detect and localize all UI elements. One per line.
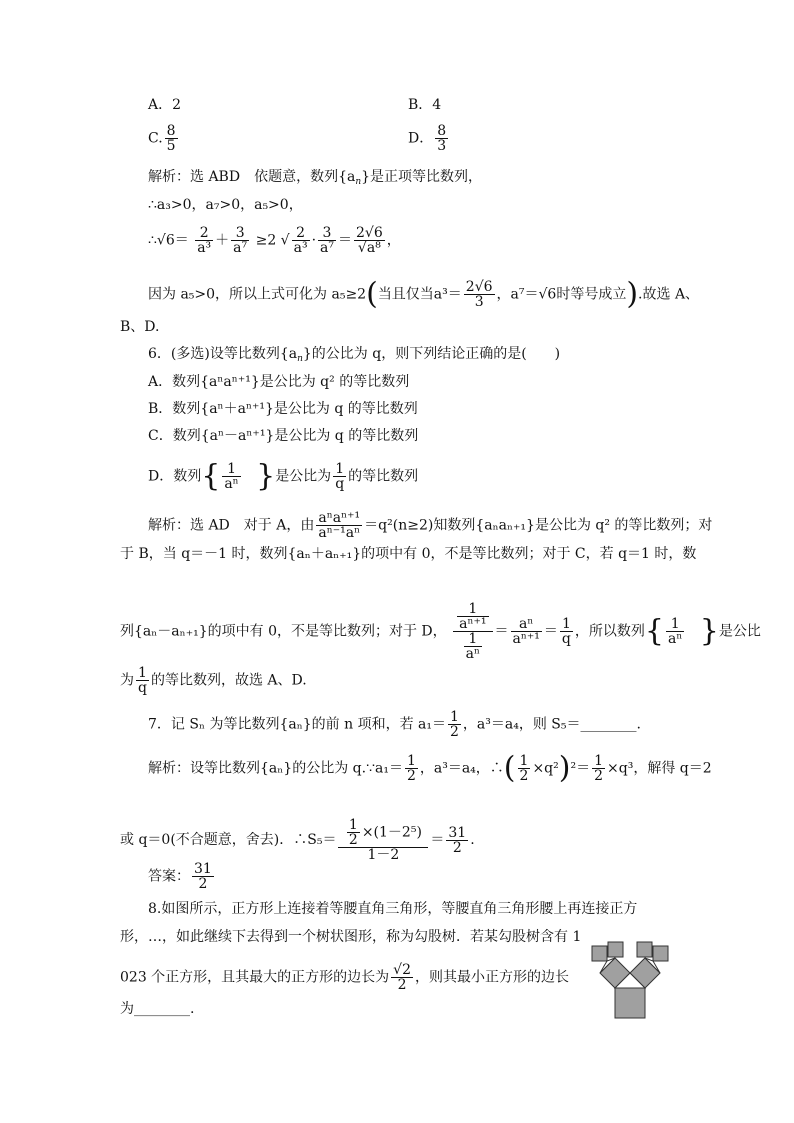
q5-option-c: C. $\frac{8}{5}$: [148, 123, 176, 154]
q6-stem: 6．(多选)设等比数列$\{a_n\}$的公比为 q，则下列结论正确的是( ): [148, 346, 561, 364]
q7-answer: 答案： $\frac{31}{2}$: [148, 861, 212, 892]
q8-line1: 8.如图所示，正方形上连接着等腰直角三角形，等腰直角三角形腰上再连接正方: [148, 901, 638, 917]
tree-square-small-3: [637, 942, 652, 957]
tree-square-small-4: [653, 946, 668, 961]
tree-square-small-2: [608, 942, 623, 957]
tree-square-large: [615, 988, 645, 1018]
q5-solution-line1: 解析：选 ABD 依题意，数列$\{a_n\}$是正项等比数列，: [148, 169, 483, 187]
tree-square-small-1: [592, 946, 607, 961]
q6-option-b: B．数列{aⁿ＋aⁿ⁺¹}是公比为 q 的等比数列: [148, 401, 418, 417]
q5-solution-line3: ∴√6＝ $\frac{2}{\text{a³}}$ ＋ $\frac{3}{\text{a⁷}}$ ≥2 √ $\frac{2}{\text{a³}}$ · $\frac{3}{\text{a⁷}}$ ＝ $\frac{2√6}{\text{√a⁸}}$ ，: [148, 225, 401, 256]
q7-solution-line2: 或 q＝0(不合题意，舍去)．∴S₅＝ $\frac{1}{2}$ ×(1－2⁵) 1－2 ＝ $\frac{31}{2}$ .: [120, 817, 475, 863]
q8-line4: 为________.: [120, 1001, 195, 1017]
q5-solution-line4: 因为 a₅>0，所以上式可化为 a₅≥2(当且仅当a³＝ $\frac{2√6}{3}$ ，a⁷＝√6时等号成立).故选 A、: [148, 276, 700, 312]
q6-solution-line1: 解析：选 AD 对于 A，由 $\frac{\text{aⁿaⁿ⁺¹}}{\text{aⁿ⁻¹aⁿ}}$ ＝q²(n≥2)知数列{aₙaₙ₊₁}是公比为 q² 的等比数列；对: [148, 510, 713, 541]
q5-solution-line5: B、D.: [120, 319, 160, 335]
q6-option-c: C．数列{aⁿ－aⁿ⁺¹}是公比为 q 的等比数列: [148, 428, 419, 444]
q6-option-a: A．数列{aⁿaⁿ⁺¹}是公比为 q² 的等比数列: [148, 374, 410, 390]
q6-solution-line3: 列{aₙ－aₙ₊₁}的项中有 0，不是等比数列；对于 D， $\frac{\frac{1}{\text{aⁿ⁺¹}}}{\frac{1}{\text{aⁿ}}}$ ＝ $\frac{\text{aⁿ}}{\text{aⁿ⁺¹}}$ ＝ $\frac{1}{q}$ ，所以数列{ $\frac{1}{\text{aⁿ}}$ }是公比: [120, 601, 761, 662]
q8-line3: 023 个正方形，且其最大的正方形的边长为 $\frac{√2}{2}$ ，则其最小正方形的边长: [120, 962, 569, 993]
q5-option-b: B．4: [408, 97, 442, 113]
q6-option-d: D．数列{ $\frac{1}{\text{aⁿ}}$ }是公比为 $\frac{1}{q}$ 的等比数列: [148, 458, 419, 494]
q5-option-d: D． $\frac{8}{3}$: [408, 123, 447, 154]
q7-stem: 7．记 Sₙ 为等比数列{aₙ}的前 n 项和，若 a₁＝ $\frac{1}{2}$ ，a³＝a₄，则 S₅＝________.: [148, 709, 641, 740]
q5-option-a: A．2: [148, 97, 182, 113]
q6-solution-line2: 于 B，当 q＝－1 时，数列{aₙ＋aₙ₊₁}的项中有 0，不是等比数列；对于 C，若 q＝1 时，数: [120, 546, 697, 562]
q6-solution-line4: 为 $\frac{1}{q}$ 的等比数列，故选 A、D.: [120, 665, 307, 696]
q7-solution-line1: 解析：设等比数列{aₙ}的公比为 q.∵a₁＝ $\frac{1}{2}$ ，a³＝a₄，∴( $\frac{1}{2}$ ×q²)²＝ $\frac{1}{2}$ ×q³，解得 q＝2: [148, 750, 712, 786]
q5-solution-line2: ∴a₃>0，a₇>0，a₅>0，: [148, 197, 303, 213]
pythagoras-tree-figure: [586, 938, 674, 1022]
q8-line2: 形，…，如此继续下去得到一个树状图形，称为勾股树．若某勾股树含有 1: [120, 929, 582, 945]
